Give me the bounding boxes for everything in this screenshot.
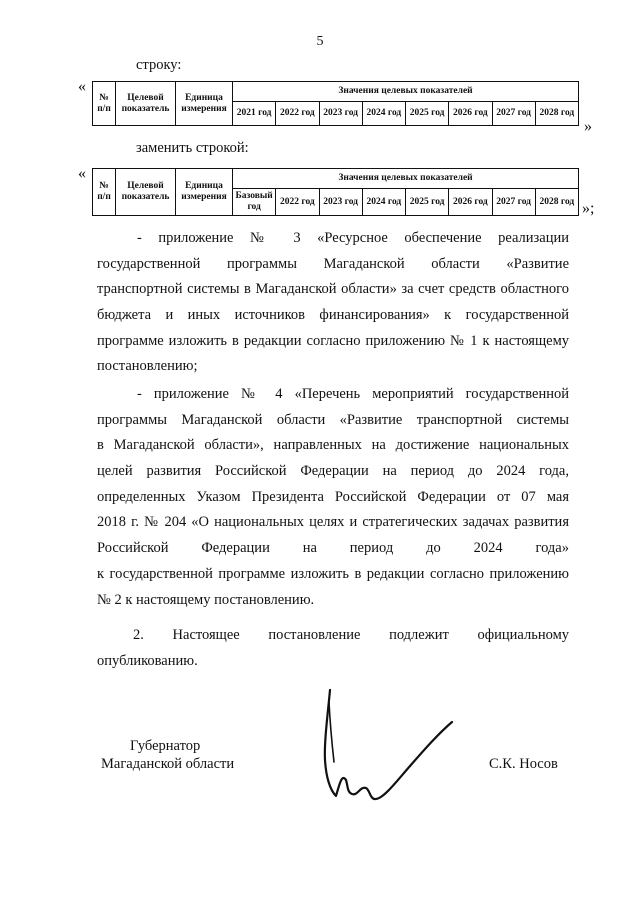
- year-cell: 2026 год: [449, 189, 492, 216]
- closing-quote: »;: [582, 200, 595, 217]
- paragraph-line: опубликованию.: [97, 652, 198, 669]
- signatory-title-line-2: Магаданской области: [101, 756, 235, 772]
- paragraph-line: к государственной программе изложить в редакции согласно приложению: [97, 565, 569, 582]
- col-unit-header: Единица измерения: [176, 82, 233, 126]
- signatory-name: С.К. Носов: [489, 756, 558, 772]
- paragraph-line: транспортной системы в Магаданской области» за счет средств областного: [97, 281, 569, 298]
- indicator-table-old: [92, 81, 579, 126]
- signatory-title-line-1: Губернатор: [130, 738, 201, 754]
- opening-quote: «: [78, 165, 86, 182]
- paragraph-annex-3: [97, 226, 569, 380]
- year-cell: 2027 год: [492, 102, 535, 126]
- paragraph-line: программе изложить в редакции согласно приложению № 1 к настоящему: [97, 332, 569, 349]
- label-replace: заменить строкой:: [136, 140, 249, 156]
- year-cell: 2026 год: [449, 102, 492, 126]
- year-cell: 2024 год: [362, 102, 405, 126]
- year-cell: 2028 год: [535, 102, 578, 126]
- paragraph-line: бюджета и иных источников финансирования» к государственной: [97, 307, 569, 324]
- paragraph-line: Российской Федерации на период до 2024 года»: [97, 540, 569, 557]
- paragraph-line: программы Магаданской области «Развитие транспортной системы: [97, 411, 569, 428]
- paragraph-line: в Магаданской области», направленных на достижение национальных: [97, 437, 569, 454]
- year-cell: 2025 год: [406, 102, 449, 126]
- year-cell: 2021 год: [233, 102, 276, 126]
- paragraph-line: постановлению;: [97, 358, 198, 375]
- col-indicator-header: Целевой показатель: [116, 169, 176, 216]
- paragraph-line: - приложение № 3 «Ресурсное обеспечение реализации: [137, 230, 569, 246]
- paragraph-line: № 2 к настоящему постановлению.: [97, 591, 315, 608]
- closing-quote: »: [584, 118, 592, 135]
- col-number-header: № п/п: [93, 169, 116, 216]
- year-cell: 2028 год: [535, 189, 578, 216]
- year-cell: 2022 год: [276, 102, 319, 126]
- values-group-header: Значения целевых показателей: [233, 82, 579, 102]
- year-cell: 2023 год: [319, 189, 362, 216]
- label-string: строку:: [136, 57, 182, 73]
- paragraph-line: определенных Указом Президента Российской Федерации от 07 мая: [97, 488, 569, 505]
- year-cell: 2023 год: [319, 102, 362, 126]
- opening-quote: «: [78, 78, 86, 95]
- base-year-cell: Базовый год: [233, 189, 276, 216]
- year-cell: 2024 год: [362, 189, 405, 216]
- col-indicator-header: Целевой показатель: [116, 82, 176, 126]
- paragraph-line: 2018 г. № 204 «О национальных целях и стратегических задачах развития: [97, 514, 569, 531]
- year-cell: 2022 год: [276, 189, 319, 216]
- paragraph-line: государственной программы Магаданской области «Развитие: [97, 255, 569, 272]
- paragraph-item-2: [97, 623, 569, 674]
- paragraph-line: - приложение № 4 «Перечень мероприятий государственной: [137, 386, 569, 402]
- year-cell: 2027 год: [492, 189, 535, 216]
- indicator-table-new: [92, 168, 579, 216]
- handwritten-signature: [300, 682, 470, 812]
- col-number-header: № п/п: [93, 82, 116, 126]
- year-cell: 2025 год: [406, 189, 449, 216]
- paragraph-line: 2. Настоящее постановление подлежит официальному: [133, 627, 569, 643]
- page-number: 5: [316, 34, 324, 49]
- paragraph-line: целей развития Российской Федерации на период до 2024 года,: [97, 463, 569, 480]
- col-unit-header: Единица измерения: [176, 169, 233, 216]
- paragraph-annex-4: [97, 382, 569, 613]
- values-group-header: Значения целевых показателей: [233, 169, 579, 189]
